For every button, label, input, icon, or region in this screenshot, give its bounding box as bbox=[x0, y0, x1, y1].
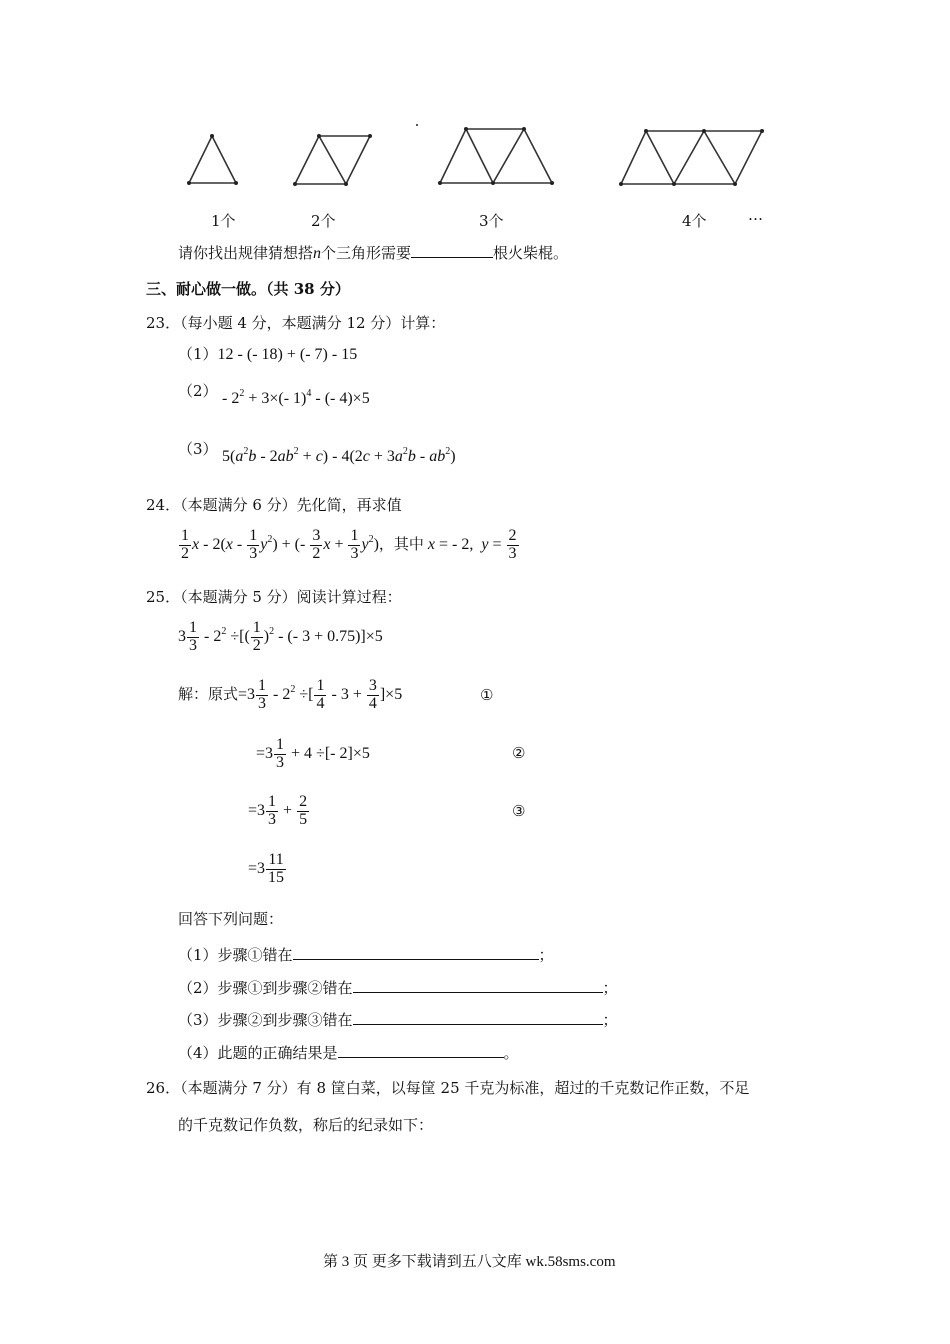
figure-label-3: 3个 bbox=[479, 212, 504, 230]
q25-subquestion-4: （4）此题的正确结果是 。 bbox=[178, 1044, 519, 1062]
q23-part-3-label: （3） bbox=[178, 440, 218, 458]
q23-part-1: （1）12 - (- 18) + (- 7) - 15 bbox=[178, 345, 358, 363]
q25-solution-step-3: =3 $\frac{1}{3}$ + $\frac{2}{5}$ bbox=[248, 793, 308, 828]
q26-line-1: 26．（本题满分 7 分）有 8 筐白菜，以每筐 25 千克为标准，超过的千克数记作正数，不足 bbox=[146, 1079, 750, 1097]
step-mark-3: ③ bbox=[512, 802, 526, 820]
q25-solution-step-2: =3 $\frac{1}{3}$ + 4 ÷[- 2]×5 bbox=[256, 736, 370, 771]
q22-question-tail: 请你找出规律猜想搭n个三角形需要 根火柴棍。 bbox=[178, 244, 569, 262]
q25-answer-prompt: 回答下列问题： bbox=[178, 910, 284, 928]
q25-solution-step-1: 解：原式=3 $\frac{1}{3}$ - $2^2$ ÷[ $\frac{1}{4}$ - 3 + $\frac{3}{4}$ ]×5 bbox=[178, 677, 403, 712]
figure-label-2: 2个 bbox=[311, 212, 336, 230]
step-mark-1: ① bbox=[480, 686, 494, 704]
answer-blank-3[interactable] bbox=[353, 1010, 603, 1025]
q22-answer-blank[interactable] bbox=[411, 243, 493, 258]
figure-ellipsis: … bbox=[748, 206, 763, 224]
q24-header: 24．（本题满分 6 分）先化简，再求值 bbox=[146, 496, 402, 514]
matchstick-triangles-figure bbox=[0, 100, 950, 200]
q23-part-2-label: （2） bbox=[178, 382, 218, 400]
figure-2-triangles bbox=[295, 136, 370, 184]
q25-original-expression: 3 $\frac{1}{3}$ - $2^2$ ÷[( $\frac{1}{2}$ )$^2$ - (- 3 + 0.75)]×5 bbox=[178, 619, 383, 654]
figure-4-triangles bbox=[621, 131, 762, 184]
q24-expression: $\frac{1}{2}$ x - 2(x - $\frac{1}{3}$ $y^2$) + (- $\frac{3}{2}$ x + $\frac{1}{3}$ $y^2$)，其中 x = - 2, y = $\frac{2}{3}$ bbox=[181, 527, 517, 562]
figure-1-triangle bbox=[189, 136, 236, 183]
figure-label-1: 1个 bbox=[211, 212, 236, 230]
q25-subquestion-3: （3）步骤②到步骤③错在 ； bbox=[178, 1011, 618, 1029]
section-3-title: 三、耐心做一做。（共 38 分） bbox=[146, 280, 350, 298]
q26-line-2: 的千克数记作负数，称后的纪录如下： bbox=[178, 1116, 434, 1134]
answer-blank-2[interactable] bbox=[353, 978, 603, 993]
answer-blank-4[interactable] bbox=[338, 1043, 504, 1058]
q25-solution-step-4: =3 $\frac{11}{15}$ bbox=[248, 851, 285, 886]
figure-label-4: 4个 bbox=[682, 212, 707, 230]
step-mark-2: ② bbox=[512, 744, 526, 762]
q25-subquestion-1: （1）步骤①错在 ； bbox=[178, 946, 554, 964]
q25-subquestion-2: （2）步骤①到步骤②错在 ； bbox=[178, 979, 618, 997]
q23-part-3-expression: $5(a^2b - 2ab^2 + c) - 4(2c + 3a^2b - ab^2)$ bbox=[222, 446, 456, 465]
figure-3-triangles bbox=[440, 129, 552, 183]
page-footer: 第 3 页 更多下载请到五八文库 wk.58sms.com bbox=[323, 1254, 616, 1270]
q23-header: 23．（每小题 4 分，本题满分 12 分）计算： bbox=[146, 314, 446, 332]
q25-header: 25．（本题满分 5 分）阅读计算过程： bbox=[146, 588, 402, 606]
q23-part-2-expression: - $2^2 + 3\times(-$ 1)$^4$ - (- 4)×5 bbox=[222, 388, 370, 407]
answer-blank-1[interactable] bbox=[293, 945, 539, 960]
